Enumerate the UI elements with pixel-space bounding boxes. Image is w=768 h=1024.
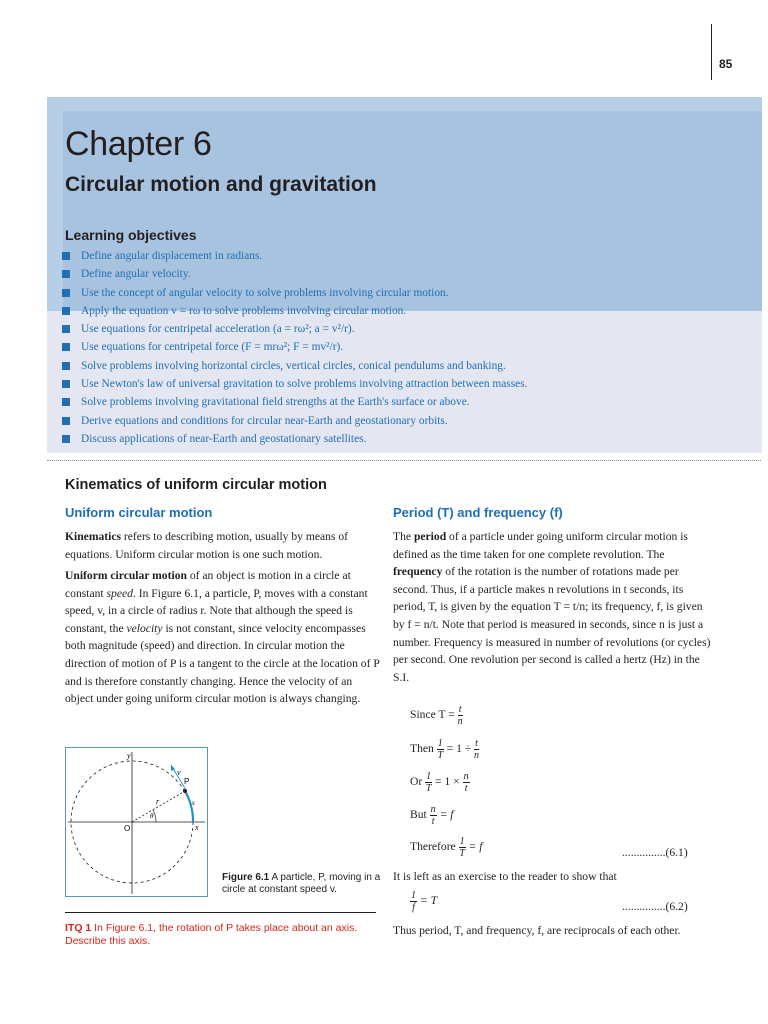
label-r: r [156, 797, 160, 806]
bullet-square-icon [62, 398, 70, 406]
label-s: s [192, 799, 195, 807]
circular-motion-diagram [66, 748, 207, 896]
label-x: x [195, 823, 199, 832]
chapter-subtitle: Circular motion and gravitation [65, 173, 377, 196]
objective-item: Use the concept of angular velocity to solve problems involving circular motion. [62, 284, 528, 302]
objective-item: Solve problems involving horizontal circles, vertical circles, conical pendulums and banking. [62, 357, 528, 375]
subheading-period-frequency: Period (T) and frequency (f) [393, 505, 563, 520]
figure-6-1 [65, 747, 208, 897]
label-p: P [184, 777, 190, 786]
equation-reciprocal: $\frac{1}{f}$ = T [411, 890, 438, 913]
itq-box: ITQ 1 In Figure 6.1, the rotation of P takes place about an axis. Describe this axis. [65, 922, 358, 947]
bullet-square-icon [62, 307, 70, 315]
bullet-square-icon [62, 435, 70, 443]
label-theta: θ [150, 812, 154, 820]
objective-item: Solve problems involving gravitational field strengths at the Earth's surface or above. [62, 393, 528, 411]
page-number-rule [711, 24, 712, 80]
label-v: v [177, 768, 181, 777]
section-heading: Kinematics of uniform circular motion [65, 477, 327, 493]
bullet-square-icon [62, 270, 70, 278]
itq-rule [65, 912, 376, 913]
paragraph-period-frequency: The period of a particle under going uniform circular motion is defined as the time taken for one complete revolution. The frequency of the rotation is the number of rotations made per second. Thus, if a particle makes n revolutions in t seconds, its period, T, is given by the equation T = t/n; its frequency, f, is given by f = n/t. Note that period is measured in seconds, since n is just a number. Frequency is measured in number of revolutions (or cycles) per second. One revolution per second is called a hertz (Hz) in the S.I. [393, 530, 711, 684]
bullet-square-icon [62, 252, 70, 260]
paragraph-kinematics: Kinematics refers to describing motion, usually by means of equations. Uniform circular motion is one such motion. [65, 530, 349, 561]
equation-then: Then $\frac{1}{T}$ = 1 ÷ $\frac{t}{n}$ [410, 738, 480, 761]
banner-top-bar [47, 97, 762, 111]
objective-item: Define angular velocity. [62, 265, 528, 283]
banner-tab [47, 111, 63, 311]
bullet-square-icon [62, 289, 70, 297]
objective-item: Apply the equation v = rω to solve problems involving circular motion. [62, 302, 528, 320]
equation-number-6-1: ...............(6.1) [622, 846, 688, 859]
objective-item: Define angular displacement in radians. [62, 247, 528, 265]
particle-p [183, 789, 187, 793]
bullet-square-icon [62, 380, 70, 388]
equation-but: But $\frac{n}{t}$ = f [410, 804, 454, 827]
equation-or: Or $\frac{1}{T}$ = 1 × $\frac{n}{t}$ [410, 771, 469, 794]
objective-item: Use equations for centripetal acceleration (a = rω²; a = v²/r). [62, 320, 528, 338]
objective-item: Use equations for centripetal force (F = mrω²; F = mv²/r). [62, 338, 528, 356]
bullet-square-icon [62, 343, 70, 351]
learning-objectives-list [62, 247, 528, 448]
bullet-square-icon [62, 325, 70, 333]
objective-item: Use Newton's law of universal gravitation to solve problems involving attraction between masses. [62, 375, 528, 393]
learning-objectives-heading: Learning objectives [65, 227, 197, 243]
equation-therefore: Therefore $\frac{1}{T}$ = f [410, 836, 483, 859]
subheading-uniform-circular-motion: Uniform circular motion [65, 505, 213, 520]
page-number: 85 [719, 57, 733, 71]
section-separator [47, 460, 761, 461]
radius-line [132, 791, 185, 822]
equation-number-6-2: ...............(6.2) [622, 900, 688, 913]
chapter-title: Chapter 6 [65, 125, 212, 163]
label-origin: O [124, 824, 131, 833]
objective-item: Discuss applications of near-Earth and geostationary satellites. [62, 430, 528, 448]
equation-since: Since T = $\frac{t}{n}$ [410, 704, 463, 727]
paragraph-exercise: It is left as an exercise to the reader to show that [393, 870, 617, 883]
bullet-square-icon [62, 362, 70, 370]
objective-item: Derive equations and conditions for circular near-Earth and geostationary orbits. [62, 412, 528, 430]
label-y: y [127, 751, 131, 760]
bullet-square-icon [62, 417, 70, 425]
figure-caption: Figure 6.1 A particle, P, moving in a circle at constant speed v. [222, 872, 381, 895]
paragraph-uniform-circular-motion: Uniform circular motion of an object is motion in a circle at constant speed. In Figure 6.1, a particle, P, moves with a constant speed, v, in a circle of radius r. Note that although the speed is constant, the velocity is not constant, since velocity encompasses both magnitude (speed) and direction. In circular motion the direction of motion of P is a tangent to the circle at the location of P and is therefore constantly changing. Hence the velocity of an object under going uniform circular motion is always changing. [65, 569, 380, 706]
paragraph-conclusion: Thus period, T, and frequency, f, are reciprocals of each other. [393, 924, 681, 937]
